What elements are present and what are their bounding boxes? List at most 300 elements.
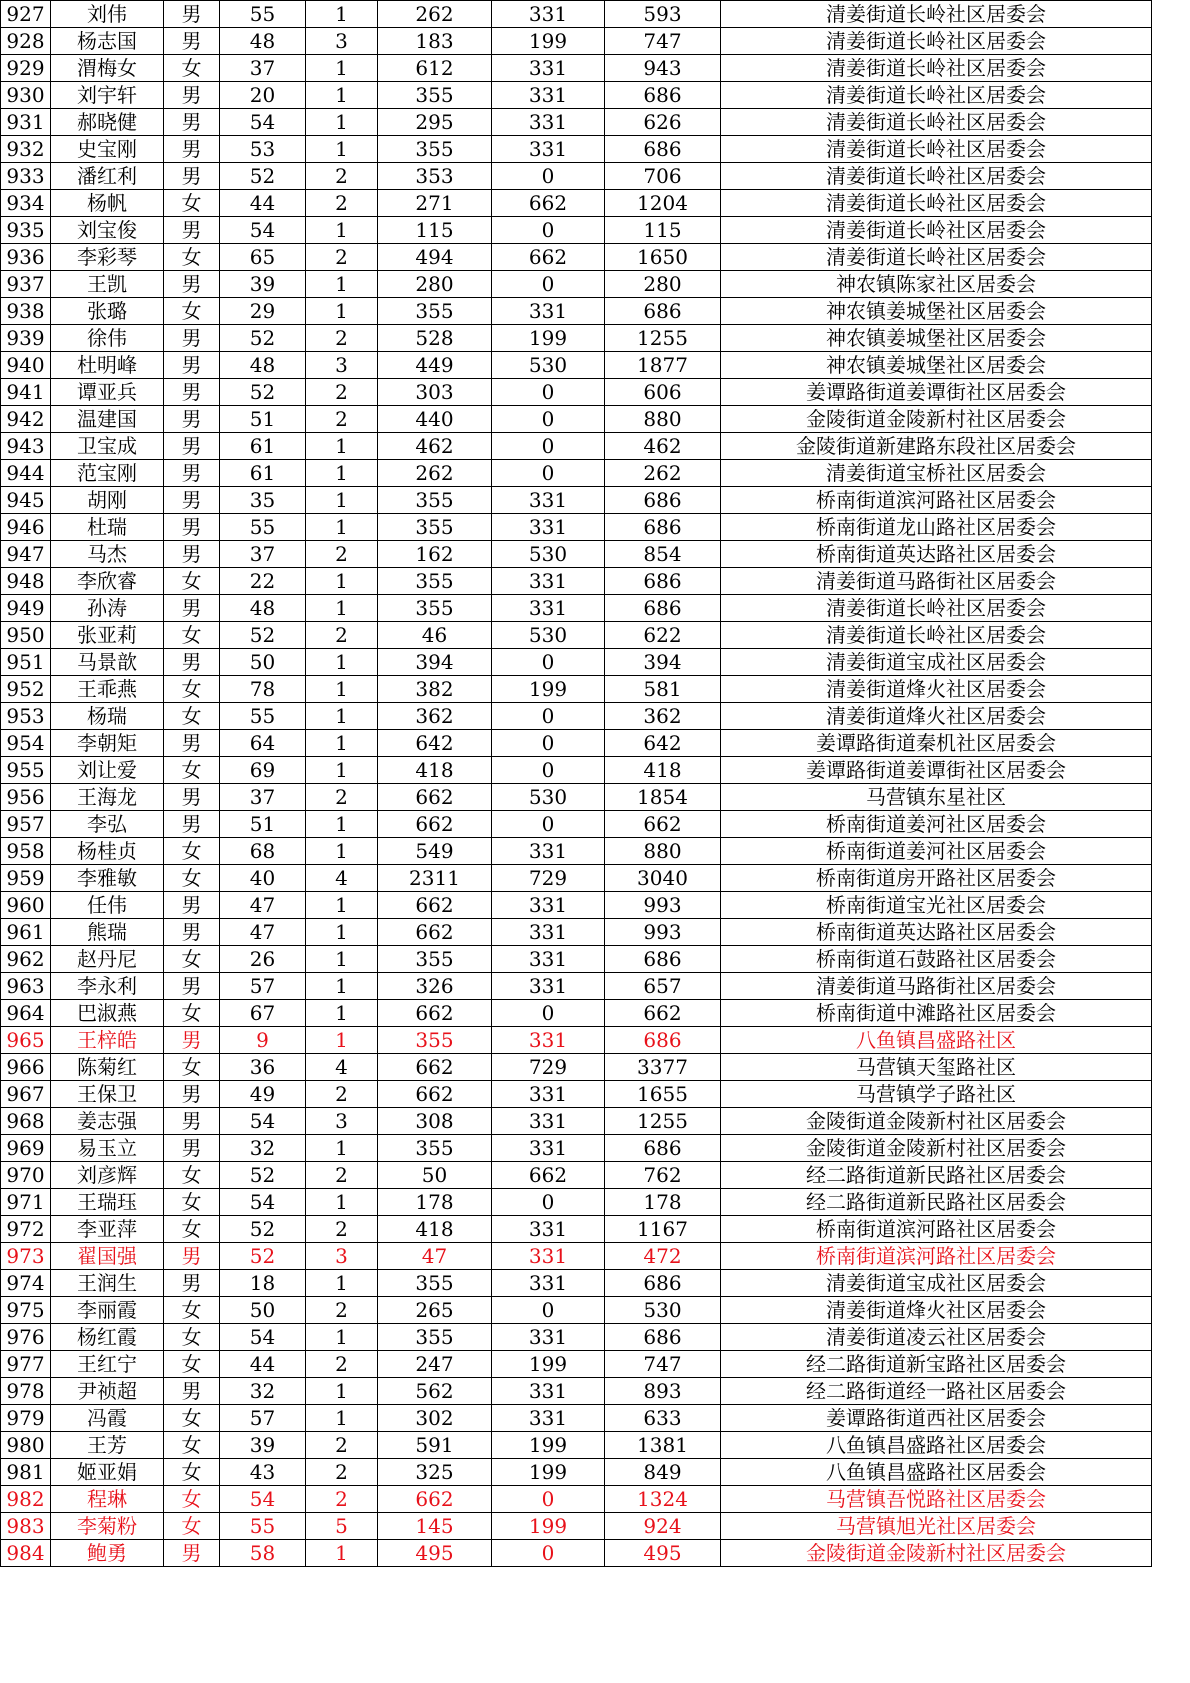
row-number-cell: 955	[1, 757, 51, 784]
household-size-cell: 1	[306, 1135, 378, 1162]
amount-b-cell: 331	[492, 892, 605, 919]
amount-b-cell: 331	[492, 1081, 605, 1108]
total-cell: 1655	[605, 1081, 721, 1108]
amount-b-cell: 331	[492, 1108, 605, 1135]
age-cell: 57	[220, 973, 306, 1000]
total-cell: 495	[605, 1540, 721, 1567]
community-cell: 八鱼镇昌盛路社区	[721, 1027, 1152, 1054]
total-cell: 762	[605, 1162, 721, 1189]
total-cell: 657	[605, 973, 721, 1000]
name-cell: 王保卫	[51, 1081, 164, 1108]
amount-a-cell: 449	[378, 352, 492, 379]
row-number-cell: 966	[1, 1054, 51, 1081]
amount-a-cell: 46	[378, 622, 492, 649]
row-number-cell: 938	[1, 298, 51, 325]
age-cell: 32	[220, 1378, 306, 1405]
amount-a-cell: 662	[378, 892, 492, 919]
age-cell: 36	[220, 1054, 306, 1081]
total-cell: 262	[605, 460, 721, 487]
amount-a-cell: 50	[378, 1162, 492, 1189]
name-cell: 杨志国	[51, 28, 164, 55]
table-row	[1, 217, 1152, 244]
household-size-cell: 1	[306, 973, 378, 1000]
community-cell: 桥南街道石鼓路社区居委会	[721, 946, 1152, 973]
table-row	[1, 1189, 1152, 1216]
total-cell: 686	[605, 82, 721, 109]
table-row	[1, 784, 1152, 811]
age-cell: 61	[220, 460, 306, 487]
age-cell: 52	[220, 325, 306, 352]
row-number-cell: 967	[1, 1081, 51, 1108]
age-cell: 58	[220, 1540, 306, 1567]
row-number-cell: 979	[1, 1405, 51, 1432]
table-row	[1, 244, 1152, 271]
total-cell: 115	[605, 217, 721, 244]
name-cell: 姜志强	[51, 1108, 164, 1135]
total-cell: 880	[605, 406, 721, 433]
amount-b-cell: 331	[492, 1270, 605, 1297]
table-row	[1, 190, 1152, 217]
household-size-cell: 4	[306, 865, 378, 892]
table-row	[1, 487, 1152, 514]
row-number-cell: 984	[1, 1540, 51, 1567]
household-size-cell: 1	[306, 1405, 378, 1432]
age-cell: 54	[220, 109, 306, 136]
amount-b-cell: 530	[492, 784, 605, 811]
total-cell: 1204	[605, 190, 721, 217]
name-cell: 熊瑞	[51, 919, 164, 946]
age-cell: 50	[220, 649, 306, 676]
table-row	[1, 676, 1152, 703]
community-cell: 清姜街道凌云社区居委会	[721, 1324, 1152, 1351]
age-cell: 69	[220, 757, 306, 784]
total-cell: 686	[605, 1027, 721, 1054]
age-cell: 47	[220, 892, 306, 919]
household-size-cell: 1	[306, 568, 378, 595]
total-cell: 1877	[605, 352, 721, 379]
community-cell: 八鱼镇昌盛路社区居委会	[721, 1432, 1152, 1459]
total-cell: 462	[605, 433, 721, 460]
total-cell: 472	[605, 1243, 721, 1270]
community-cell: 桥南街道英达路社区居委会	[721, 541, 1152, 568]
table-row	[1, 541, 1152, 568]
amount-a-cell: 662	[378, 919, 492, 946]
household-size-cell: 2	[306, 379, 378, 406]
age-cell: 55	[220, 514, 306, 541]
name-cell: 张亚莉	[51, 622, 164, 649]
age-cell: 61	[220, 433, 306, 460]
amount-a-cell: 662	[378, 1486, 492, 1513]
table-row	[1, 1351, 1152, 1378]
gender-cell: 女	[164, 298, 220, 325]
amount-a-cell: 280	[378, 271, 492, 298]
amount-b-cell: 331	[492, 487, 605, 514]
name-cell: 温建国	[51, 406, 164, 433]
row-number-cell: 961	[1, 919, 51, 946]
household-size-cell: 2	[306, 244, 378, 271]
amount-a-cell: 325	[378, 1459, 492, 1486]
amount-b-cell: 0	[492, 271, 605, 298]
age-cell: 48	[220, 28, 306, 55]
row-number-cell: 968	[1, 1108, 51, 1135]
table-row	[1, 163, 1152, 190]
gender-cell: 女	[164, 622, 220, 649]
amount-b-cell: 0	[492, 379, 605, 406]
table-row	[1, 1162, 1152, 1189]
amount-a-cell: 355	[378, 568, 492, 595]
row-number-cell: 937	[1, 271, 51, 298]
household-size-cell: 1	[306, 298, 378, 325]
table-row	[1, 811, 1152, 838]
community-cell: 清姜街道烽火社区居委会	[721, 703, 1152, 730]
total-cell: 854	[605, 541, 721, 568]
community-cell: 经二路街道新宝路社区居委会	[721, 1351, 1152, 1378]
amount-a-cell: 355	[378, 1270, 492, 1297]
row-number-cell: 981	[1, 1459, 51, 1486]
amount-b-cell: 0	[492, 811, 605, 838]
row-number-cell: 960	[1, 892, 51, 919]
name-cell: 刘伟	[51, 1, 164, 28]
row-number-cell: 940	[1, 352, 51, 379]
table-row	[1, 1486, 1152, 1513]
name-cell: 杜明峰	[51, 352, 164, 379]
name-cell: 王乖燕	[51, 676, 164, 703]
table-row	[1, 919, 1152, 946]
row-number-cell: 949	[1, 595, 51, 622]
table-row	[1, 298, 1152, 325]
gender-cell: 男	[164, 406, 220, 433]
amount-a-cell: 382	[378, 676, 492, 703]
community-cell: 神农镇姜城堡社区居委会	[721, 352, 1152, 379]
table-body	[1, 1, 1152, 1567]
amount-b-cell: 0	[492, 460, 605, 487]
age-cell: 18	[220, 1270, 306, 1297]
community-cell: 姜谭路街道姜谭街社区居委会	[721, 379, 1152, 406]
amount-b-cell: 331	[492, 1243, 605, 1270]
gender-cell: 男	[164, 271, 220, 298]
table-row	[1, 649, 1152, 676]
community-cell: 桥南街道滨河路社区居委会	[721, 1243, 1152, 1270]
gender-cell: 男	[164, 460, 220, 487]
name-cell: 马杰	[51, 541, 164, 568]
name-cell: 郝晓健	[51, 109, 164, 136]
age-cell: 68	[220, 838, 306, 865]
table-row	[1, 568, 1152, 595]
age-cell: 44	[220, 190, 306, 217]
age-cell: 47	[220, 919, 306, 946]
amount-a-cell: 47	[378, 1243, 492, 1270]
gender-cell: 男	[164, 1, 220, 28]
row-number-cell: 929	[1, 55, 51, 82]
total-cell: 924	[605, 1513, 721, 1540]
row-number-cell: 974	[1, 1270, 51, 1297]
total-cell: 418	[605, 757, 721, 784]
amount-a-cell: 295	[378, 109, 492, 136]
community-cell: 清姜街道长岭社区居委会	[721, 1, 1152, 28]
amount-b-cell: 0	[492, 217, 605, 244]
gender-cell: 女	[164, 703, 220, 730]
gender-cell: 男	[164, 1027, 220, 1054]
amount-b-cell: 530	[492, 541, 605, 568]
community-cell: 清姜街道长岭社区居委会	[721, 55, 1152, 82]
row-number-cell: 971	[1, 1189, 51, 1216]
amount-a-cell: 642	[378, 730, 492, 757]
total-cell: 686	[605, 136, 721, 163]
name-cell: 李丽霞	[51, 1297, 164, 1324]
amount-b-cell: 331	[492, 973, 605, 1000]
household-size-cell: 1	[306, 730, 378, 757]
amount-b-cell: 0	[492, 163, 605, 190]
table-row	[1, 1459, 1152, 1486]
household-size-cell: 1	[306, 703, 378, 730]
table-row	[1, 82, 1152, 109]
household-size-cell: 2	[306, 1081, 378, 1108]
community-cell: 清姜街道宝桥社区居委会	[721, 460, 1152, 487]
name-cell: 孙涛	[51, 595, 164, 622]
community-cell: 经二路街道新民路社区居委会	[721, 1162, 1152, 1189]
community-cell: 清姜街道长岭社区居委会	[721, 109, 1152, 136]
household-size-cell: 1	[306, 1, 378, 28]
gender-cell: 男	[164, 1378, 220, 1405]
table-row	[1, 460, 1152, 487]
community-cell: 姜谭路街道姜谭街社区居委会	[721, 757, 1152, 784]
amount-a-cell: 355	[378, 946, 492, 973]
household-size-cell: 1	[306, 55, 378, 82]
household-size-cell: 3	[306, 1243, 378, 1270]
gender-cell: 男	[164, 649, 220, 676]
age-cell: 35	[220, 487, 306, 514]
name-cell: 易玉立	[51, 1135, 164, 1162]
amount-b-cell: 0	[492, 406, 605, 433]
household-size-cell: 1	[306, 1189, 378, 1216]
row-number-cell: 972	[1, 1216, 51, 1243]
household-size-cell: 1	[306, 460, 378, 487]
age-cell: 39	[220, 1432, 306, 1459]
household-size-cell: 2	[306, 1459, 378, 1486]
table-row	[1, 1243, 1152, 1270]
row-number-cell: 959	[1, 865, 51, 892]
amount-a-cell: 662	[378, 1054, 492, 1081]
name-cell: 史宝刚	[51, 136, 164, 163]
community-cell: 经二路街道新民路社区居委会	[721, 1189, 1152, 1216]
household-size-cell: 1	[306, 1270, 378, 1297]
row-number-cell: 976	[1, 1324, 51, 1351]
gender-cell: 男	[164, 163, 220, 190]
age-cell: 9	[220, 1027, 306, 1054]
household-size-cell: 1	[306, 82, 378, 109]
table-row	[1, 271, 1152, 298]
household-size-cell: 3	[306, 1108, 378, 1135]
age-cell: 40	[220, 865, 306, 892]
name-cell: 巴淑燕	[51, 1000, 164, 1027]
table-row	[1, 1540, 1152, 1567]
age-cell: 29	[220, 298, 306, 325]
household-size-cell: 1	[306, 1027, 378, 1054]
household-size-cell: 1	[306, 1540, 378, 1567]
row-number-cell: 952	[1, 676, 51, 703]
household-size-cell: 1	[306, 595, 378, 622]
gender-cell: 女	[164, 1216, 220, 1243]
name-cell: 李菊粉	[51, 1513, 164, 1540]
community-cell: 清姜街道烽火社区居委会	[721, 676, 1152, 703]
total-cell: 686	[605, 1324, 721, 1351]
row-number-cell: 942	[1, 406, 51, 433]
amount-a-cell: 271	[378, 190, 492, 217]
gender-cell: 女	[164, 1351, 220, 1378]
household-size-cell: 1	[306, 217, 378, 244]
table-row	[1, 136, 1152, 163]
name-cell: 范宝刚	[51, 460, 164, 487]
gender-cell: 女	[164, 1405, 220, 1432]
community-cell: 桥南街道房开路社区居委会	[721, 865, 1152, 892]
amount-a-cell: 326	[378, 973, 492, 1000]
household-size-cell: 1	[306, 514, 378, 541]
amount-a-cell: 115	[378, 217, 492, 244]
amount-a-cell: 353	[378, 163, 492, 190]
amount-a-cell: 662	[378, 1000, 492, 1027]
age-cell: 52	[220, 1162, 306, 1189]
name-cell: 王润生	[51, 1270, 164, 1297]
table-row	[1, 1270, 1152, 1297]
amount-a-cell: 355	[378, 82, 492, 109]
total-cell: 633	[605, 1405, 721, 1432]
age-cell: 57	[220, 1405, 306, 1432]
name-cell: 李朝矩	[51, 730, 164, 757]
amount-b-cell: 199	[492, 28, 605, 55]
amount-b-cell: 331	[492, 568, 605, 595]
amount-b-cell: 331	[492, 1, 605, 28]
row-number-cell: 950	[1, 622, 51, 649]
table-row	[1, 1081, 1152, 1108]
gender-cell: 女	[164, 1000, 220, 1027]
name-cell: 李欣睿	[51, 568, 164, 595]
row-number-cell: 977	[1, 1351, 51, 1378]
name-cell: 尹祯超	[51, 1378, 164, 1405]
community-cell: 马营镇旭光社区居委会	[721, 1513, 1152, 1540]
community-cell: 清姜街道宝成社区居委会	[721, 1270, 1152, 1297]
amount-a-cell: 247	[378, 1351, 492, 1378]
table-row	[1, 622, 1152, 649]
amount-a-cell: 495	[378, 1540, 492, 1567]
age-cell: 55	[220, 1513, 306, 1540]
amount-a-cell: 183	[378, 28, 492, 55]
name-cell: 王红宁	[51, 1351, 164, 1378]
community-cell: 马营镇东星社区	[721, 784, 1152, 811]
total-cell: 593	[605, 1, 721, 28]
total-cell: 1650	[605, 244, 721, 271]
name-cell: 王凯	[51, 271, 164, 298]
row-number-cell: 965	[1, 1027, 51, 1054]
community-cell: 桥南街道滨河路社区居委会	[721, 1216, 1152, 1243]
total-cell: 686	[605, 595, 721, 622]
gender-cell: 男	[164, 82, 220, 109]
household-size-cell: 1	[306, 1378, 378, 1405]
age-cell: 26	[220, 946, 306, 973]
name-cell: 潘红利	[51, 163, 164, 190]
total-cell: 686	[605, 298, 721, 325]
table-row	[1, 703, 1152, 730]
community-cell: 清姜街道长岭社区居委会	[721, 595, 1152, 622]
amount-a-cell: 302	[378, 1405, 492, 1432]
name-cell: 杨帆	[51, 190, 164, 217]
household-size-cell: 1	[306, 676, 378, 703]
amount-a-cell: 2311	[378, 865, 492, 892]
table-row	[1, 595, 1152, 622]
amount-a-cell: 355	[378, 136, 492, 163]
age-cell: 55	[220, 703, 306, 730]
household-size-cell: 2	[306, 1162, 378, 1189]
table-row	[1, 1324, 1152, 1351]
gender-cell: 女	[164, 1486, 220, 1513]
community-cell: 金陵街道新建路东段社区居委会	[721, 433, 1152, 460]
amount-a-cell: 308	[378, 1108, 492, 1135]
amount-b-cell: 0	[492, 433, 605, 460]
table-row	[1, 1108, 1152, 1135]
age-cell: 48	[220, 352, 306, 379]
amount-a-cell: 528	[378, 325, 492, 352]
amount-a-cell: 355	[378, 487, 492, 514]
amount-b-cell: 530	[492, 622, 605, 649]
amount-a-cell: 145	[378, 1513, 492, 1540]
age-cell: 49	[220, 1081, 306, 1108]
gender-cell: 男	[164, 1243, 220, 1270]
age-cell: 54	[220, 1189, 306, 1216]
total-cell: 686	[605, 1270, 721, 1297]
age-cell: 20	[220, 82, 306, 109]
amount-b-cell: 0	[492, 1486, 605, 1513]
gender-cell: 男	[164, 919, 220, 946]
gender-cell: 男	[164, 28, 220, 55]
table-row	[1, 1027, 1152, 1054]
age-cell: 32	[220, 1135, 306, 1162]
row-number-cell: 948	[1, 568, 51, 595]
name-cell: 马景歆	[51, 649, 164, 676]
name-cell: 卫宝成	[51, 433, 164, 460]
total-cell: 747	[605, 1351, 721, 1378]
name-cell: 李永利	[51, 973, 164, 1000]
row-number-cell: 936	[1, 244, 51, 271]
gender-cell: 女	[164, 838, 220, 865]
gender-cell: 女	[164, 1459, 220, 1486]
amount-b-cell: 0	[492, 1000, 605, 1027]
gender-cell: 男	[164, 352, 220, 379]
community-cell: 桥南街道宝光社区居委会	[721, 892, 1152, 919]
community-cell: 桥南街道龙山路社区居委会	[721, 514, 1152, 541]
total-cell: 686	[605, 946, 721, 973]
name-cell: 谭亚兵	[51, 379, 164, 406]
row-number-cell: 933	[1, 163, 51, 190]
community-cell: 桥南街道滨河路社区居委会	[721, 487, 1152, 514]
household-size-cell: 1	[306, 136, 378, 163]
amount-b-cell: 0	[492, 1189, 605, 1216]
age-cell: 53	[220, 136, 306, 163]
total-cell: 943	[605, 55, 721, 82]
community-cell: 八鱼镇昌盛路社区居委会	[721, 1459, 1152, 1486]
total-cell: 662	[605, 1000, 721, 1027]
community-cell: 经二路街道经一路社区居委会	[721, 1378, 1152, 1405]
household-size-cell: 1	[306, 109, 378, 136]
age-cell: 48	[220, 595, 306, 622]
age-cell: 65	[220, 244, 306, 271]
gender-cell: 男	[164, 811, 220, 838]
name-cell: 杨红霞	[51, 1324, 164, 1351]
gender-cell: 女	[164, 55, 220, 82]
community-cell: 清姜街道长岭社区居委会	[721, 136, 1152, 163]
gender-cell: 女	[164, 1513, 220, 1540]
household-size-cell: 2	[306, 622, 378, 649]
name-cell: 王梓皓	[51, 1027, 164, 1054]
gender-cell: 男	[164, 1081, 220, 1108]
